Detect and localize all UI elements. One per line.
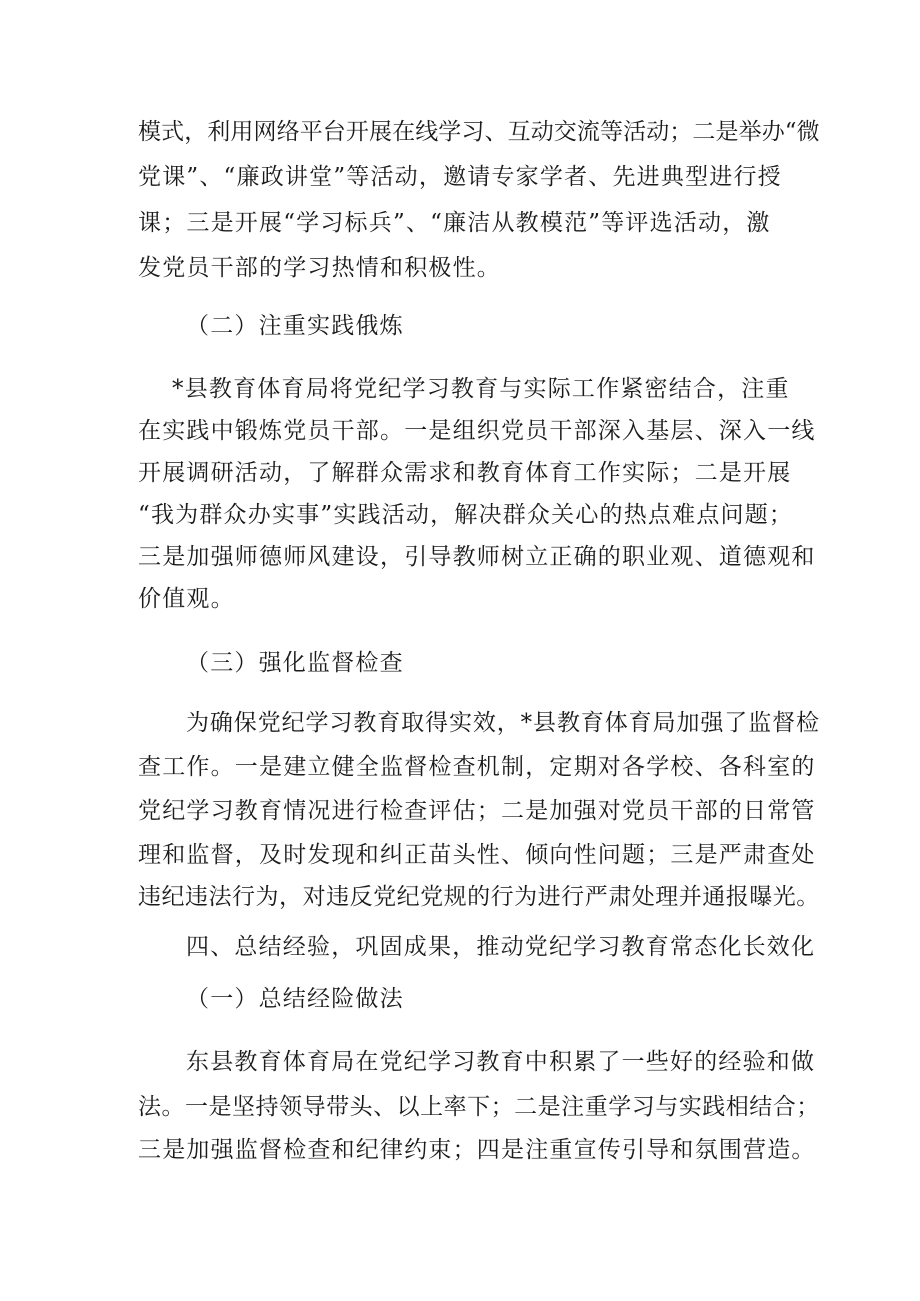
body-text-line: 开展调研活动，了解群众需求和教育体育工作实际；二是开展 bbox=[138, 460, 792, 486]
body-text-line: 党课”、“廉政讲堂”等活动，邀请专家学者、先进典型进行授 bbox=[138, 164, 782, 190]
body-text-line: *县教育体育局将党纪学习教育与实际工作紧密结合，注重 bbox=[172, 376, 790, 402]
body-text-line: 法。一是坚持领导带头、以上率下；二是注重学习与实践相结合； bbox=[138, 1094, 820, 1120]
chapter-heading: 四、总结经验，巩固成果，推动党纪学习教育常态化长效化 bbox=[186, 934, 816, 960]
body-text-line: 理和监督，及时发现和纠正苗头性、倾向性问题；三是严肃查处 bbox=[138, 842, 816, 868]
body-text-line: 在实践中锻炼党员干部。一是组织党员干部深入基层、深入一线 bbox=[138, 418, 816, 444]
body-text-line: 违纪违法行为，对违反党纪党规的行为进行严肃处理并通报曝光。 bbox=[138, 884, 820, 910]
body-text-line: 东县教育体育局在党纪学习教育中积累了一些好的经验和做 bbox=[186, 1049, 816, 1075]
section-heading: （二）注重实践俄炼 bbox=[186, 313, 404, 339]
body-text-line: 发党员干部的学习热情和积极性。 bbox=[138, 255, 501, 281]
body-text-line: 课；三是开展“学习标兵”、“廉洁从教模范”等评选活动，激 bbox=[138, 210, 771, 236]
section-heading: （三）强化监督检查 bbox=[186, 650, 404, 676]
body-text-line: 三是加强师德师风建设，引导教师树立正确的职业观、道德观和 bbox=[138, 544, 816, 570]
body-text-line: 为确保党纪学习教育取得实效，*县教育体育局加强了监督检 bbox=[186, 710, 820, 736]
body-text-line: 党纪学习教育情况进行检查评估；二是加强对党员干部的日常管 bbox=[138, 798, 816, 824]
body-text-line: 三是加强监督检查和纪律约束；四是注重宣传引导和氛围营造。 bbox=[138, 1137, 816, 1163]
body-text-line: 价值观。 bbox=[138, 586, 235, 612]
body-text-line: 模式，利用网络平台开展在线学习、互动交流等活动；二是举办“微 bbox=[138, 119, 820, 145]
section-heading: （一）总结经险做法 bbox=[186, 986, 404, 1012]
body-text-line: 查工作。一是建立健全监督检查机制，定期对各学校、各科室的 bbox=[138, 754, 816, 780]
body-text-line: “我为群众办实事”实践活动，解决群众关心的热点难点问题； bbox=[138, 502, 794, 528]
